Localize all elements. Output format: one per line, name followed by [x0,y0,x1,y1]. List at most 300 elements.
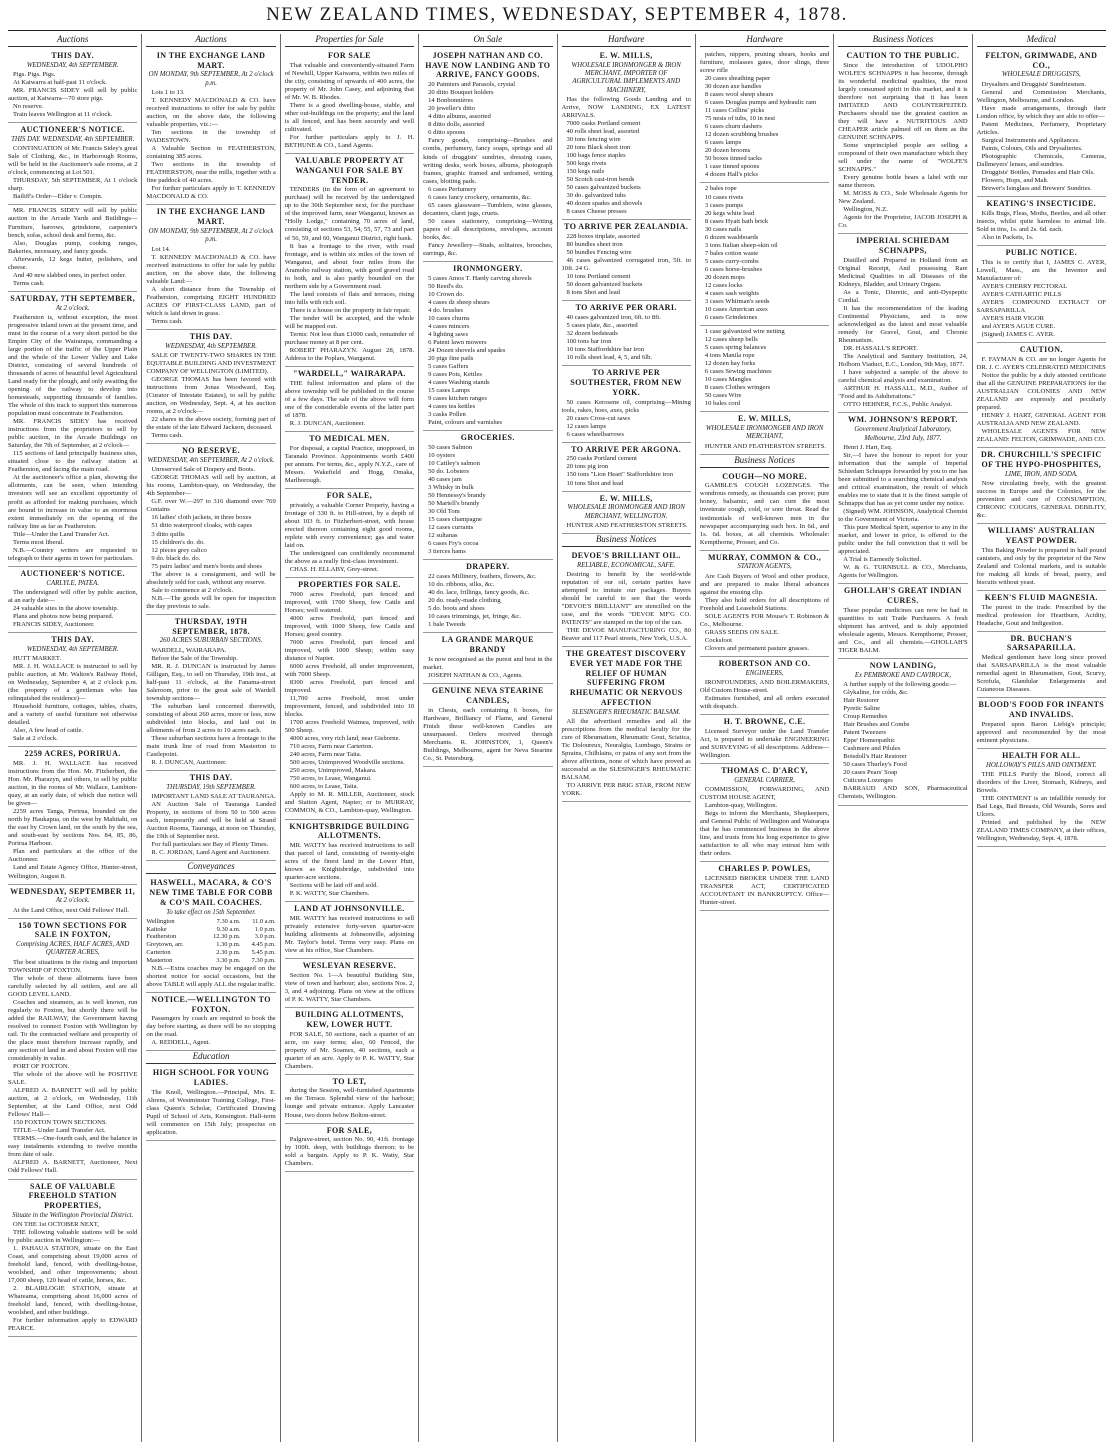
advertisement-text: Pyretic Saline [843,705,881,713]
advertisement-subheading: WHOLESALE IRONMONGER AND IRON MERCHANT, [705,425,824,441]
advertisement-subheading: SLESINGER'S RHEUMATIC BALSAM. [572,708,681,716]
advertisement-text: 8 tons Shot and lead [566,289,620,297]
advertisement-text: Are Cash Buyers of Wool and other produce, and are prepared to make liberal advances against the ensuing clip. [699,572,830,596]
advertisement-text: 10 Crown do. [428,290,465,298]
advertisement-text: Henri J. Hart, Esq. [843,443,893,451]
advertisement-heading: GHOLLAH'S GREAT INDIAN CURES. [844,586,962,606]
advertisement-text: At the Land Office, next Odd Fellows' Hall. [13,906,129,914]
advertisement [562,220,691,301]
advertisement-text: A short distance from the Township of Featherston, comprising EIGHT HUNDRED ACRES OF FIRST-CLASS LAND, part of which is laid down in grass. [146,285,276,317]
advertisement-heading: GENUINE NEVA STEARINE CANDLES, [431,686,544,705]
advertisement [8,919,137,1180]
advertisement-text: 12 dozen scrubbing brushes [704,131,779,139]
advertisement-text: 10 tons Shot and lead [566,479,624,487]
timetable-cell: 9.30 a.m. [216,925,241,933]
advertisement-text: Land and Estate Agency Office, Hunter-street, Wellington, August 8. [8,864,138,880]
advertisement-text: N.B.—The goods will be open for inspection the day previous to sale. [146,594,276,610]
advertisement [285,154,414,367]
timetable-row [146,926,275,934]
advertisement-text: MR. J. H. WALLACE has received instructions from the Hon. Mr. Fitzherbert, the Hon. Mr. Pharazyn, and others, to sell by public auction, in the rooms of Mr. Wallace, Lambton-quay, at an early date, of which due notice will be given— [8,760,138,808]
advertisement-heading: TO MEDICAL MEN. [309,433,390,443]
advertisement-text: 4 dozen Hall's picks [704,171,758,179]
timetable-cell: 11.0 a.m. [252,917,276,925]
advertisement-text: 115 sections of land principally business sites, situated close to the railway station at Featherston, and facing the main road. [8,450,138,474]
advertisement-text: 4 lighting saws [428,330,469,338]
advertisement-text: Wellington, N.Z. [843,206,888,214]
advertisement-heading: MURRAY, COMMON & CO., [707,552,822,562]
advertisement-text: P. K. WATTY, Star Chambers. [289,890,370,898]
advertisement-text: 6 Patent lawn mowers [428,338,487,346]
advertisement-text: COMMISSION, FORWARDING, AND CUSTOM HOUSE AGENT, [699,786,830,802]
column-3 [281,34,419,1442]
advertisement-text: 1 case tinned spoons [704,163,760,171]
advertisement-text: ALFRED A. BARNETT, Auctioneer, Next Odd Fellows' Hall. [8,1159,138,1175]
advertisement-heading: COUGH—NO MORE. [722,471,807,481]
advertisement-text: Is now recognised as the purest and best in the market. [423,655,553,671]
advertisement-text: Brewer's Isinglass and Brewers' Sundries. [981,185,1092,193]
column-4 [419,34,557,1442]
advertisement-heading: THE GREATEST DISCOVERY EVER YET MADE FOR THE RELIEF OF HUMAN SUFFERING FROM RHEUMATIC OR NERVOUS AFFECTION [566,649,687,707]
advertisement-subheading: ON MONDAY, 9th SEPTEMBER, At 2 o'clock p.m. [148,71,274,87]
advertisement-text: 3 cases pumps [704,201,743,209]
advertisement [146,330,275,444]
advertisement-text: 20 ditto Bouquet holders [428,89,494,97]
advertisement [562,647,691,802]
advertisement-text: The purest in the trade. Prescribed by the medical profession for Heartburn, Acidity, Headache, Gout and Indigestion. [976,603,1106,627]
advertisement [562,492,691,534]
advertisement [146,49,275,206]
advertisement-text: 20 cases Cross-cut saws [566,414,631,422]
timetable-subheading: To take effect on 15th September. [166,908,256,916]
advertisement-text: MR. FRANCIS SIDEY has received instructions from the proprietors to sell by public auction, in the Arcade Buildings on Saturday, the 7th of September, at 2 o'clock— [8,418,138,450]
advertisement-heading: ROBERTSON AND CO. [718,658,811,668]
advertisement-text: WHOLESALE AGENTS FOR NEW ZEALAND: FELTON, GRIMWADE, AND CO. [976,428,1106,444]
advertisement-text: HUTT MARKET. [13,654,62,662]
advertisement-text: 3 tons Italian sheep-skin oil [704,241,778,249]
advertisement-text: 10 oysters [428,452,456,460]
advertisement-text: For disposal, a capital Practice, unopposed, in Taranaki Province. Appointments worth £400 per annum. For terms, &c., apply N.Y.Z., care of Messrs. Wakefield and Hogg, Omaka, Marlborough. [284,444,415,484]
advertisement-text: G.F. over W.—297 to 316 diamond over 769 Contains [146,498,276,514]
advertisement [700,862,829,911]
advertisement-text: 10 tons Portland cement [566,273,631,281]
advertisement-text: 12 cases lamps [566,422,607,430]
advertisement-text: 4 cases dz sheep shears [428,298,490,306]
advertisement-heading: 150 TOWN SECTIONS FOR SALE IN FOXTON, [18,920,128,940]
advertisement-text: Photographic Chemicals, Cameras, Dallmeyers' lenses, and sundries. [976,153,1106,169]
timetable-cell: Wellington [146,917,175,925]
advertisement-text: Terms: Not less than £1000 cash, remainder of purchase money at 8 per cent. [284,330,415,346]
advertisement-text: M. MOSS & CO., Sole Wholesale Agents for New Zealand. [838,190,968,206]
advertisement-text: 8 cases Clothes wringers [704,384,771,392]
column-heading: Hardware [562,34,691,47]
advertisement-text: Prepared upon Baron Liebig's principle; approved and recommended by the most eminent physicians. [976,720,1106,744]
advertisement-text: 10 rolls sheet lead, 4, 5, and 6lb. [566,354,653,362]
advertisement-text: 1. PAHAUA STATION, situate on the East Coast, and comprising about 19,000 acres of freehold land, fenced, with dwelling-house, woolshed, and other improvements; about 17,000 sheep, 120 head of cattle, horses, &c. [8,1245,138,1285]
advertisement-text: 5 cases spring balances [704,344,767,352]
advertisement-text: 30 Old Tom [428,508,460,516]
advertisement-text: 8 cases Cheese presses [566,208,627,216]
advertisement [285,1075,414,1124]
advertisement-text: 7 bales cotton waste [704,249,759,257]
timetable-cell: 2.30 p.m. [216,949,241,957]
advertisement-heading: HEALTH FOR ALL. [1002,750,1081,760]
advertisement-text: 7000 acres Freehold, part fenced and improved, with 1700 Sheep, few Cattle and Horses; well watered. [284,590,415,614]
advertisement [423,560,552,633]
advertisement-text: 50 Martell's brandy [428,500,480,508]
advertisement-text: Bailiff's Order—Elder v. Compin. [13,193,103,201]
advertisement-text: R. J. DUNCAN, Auctioneer. [151,759,227,767]
advertisement-text: GEORGE THOMAS will sell by auction, at his rooms, Lambton-quay, on Wednesday, the 4th September— [146,474,276,498]
advertisement-text: The above is a consignment, and will be absolutely sold for cash, without any reserve. [146,570,276,586]
advertisement-text: Distilled and Prepared in Holland from an Original Receipt, And possessing Rare Medicinal Qualities in all Diseases of the Kidneys, Bladder, and Urinary Organs. [838,256,968,288]
advertisement-text: There is a good dwelling-house, stable, and other out-buildings on the property; and the land is all fenced, and has been securely and well cultivated. [284,101,415,133]
advertisement [700,326,829,412]
advertisement [838,49,967,234]
advertisement-text: Druggists' Bottles, Pomades and Hair Oils. [981,169,1095,177]
advertisement-text: A Trial is Earnestly Solicited. [843,556,922,564]
advertisement-text: MR. R. J. DUNCAN is instructed by James Gilligan, Esq., to sell on Thursday, 19th inst., at half-past 11 o'clock, at the Fanama-street Saleroom, prior to the great sale of Wardell township sections— [146,662,276,702]
advertisement [977,343,1106,448]
advertisement-heading: NO RESERVE. [182,446,241,456]
advertisement [423,431,552,560]
advertisement-text: 10 cases trimmings, jet, fringe, &c. [428,613,521,621]
advertisement-text: 6 cases Douglas pumps and hydraulic ram [704,99,817,107]
advertisement-heading: TO ARRIVE PER ZEALANDIA. [564,222,689,232]
advertisement-text: 5 do. boots and shoes [428,605,485,613]
advertisement-subheading: RELIABLE, ECONOMICAL, SAFE. [577,561,676,569]
advertisement-text: 8 cases wool sheep shears [704,91,774,99]
advertisement-heading: IRONMONGERY. [453,263,523,273]
advertisement-text: 50 Hennessy's brandy [428,492,486,500]
advertisement-text: T. KENNEDY MACDONALD & CO. have received instructions to offer for sale by public auction, on the above date, the following valuable properties, viz.:— [146,97,276,129]
advertisement-text: As a Tonic, Diuretic, and anti-Dyspeptic Cordial. [838,289,968,305]
advertisement-text: The land consists of flats and terraces, rising into hills with rich soil. [284,290,415,306]
advertisement-heading: E. W. MILLS, [599,493,653,503]
advertisement-text: 750 acres, to Lease, Wanganui. [289,775,372,783]
advertisement [285,902,414,959]
advertisement [8,49,137,123]
advertisement-heading: THIS DAY. [189,331,233,341]
advertisement-text: CHAS. H. ELLABY, Grey-street. [289,565,379,573]
advertisement-text: 4 cases tea kettles [428,403,476,411]
advertisement-heading: AUCTIONEER'S NOTICE. [20,125,125,135]
advertisement [838,584,967,659]
advertisement-text: Paints, Colours, Oils and Drysalteries. [981,145,1083,152]
advertisement-text: 7000 casks Portland cement [566,119,641,127]
advertisement-text: Paint, colours and varnishes [428,419,503,427]
advertisement-text: 50 cases Wire [704,392,742,400]
advertisement-text: AYER'S CATHARTIC PILLS [981,290,1062,298]
timetable-heading: HASWELL, MACARA, & CO'S NEW TIME TABLE FOR COBB & CO'S MAIL COACHES. [149,878,273,907]
advertisement-text: ON THE 1st OCTOBER NEXT, [13,1221,99,1229]
advertisement-text: Glykaline, for colds, &c. [843,689,909,697]
advertisement-text: Eppe' Homeopathic [843,737,896,745]
advertisement-text: Fancy Jewellery—Studs, solitaires, brooches, earrings, &c. [423,241,553,257]
advertisement-text: 2 bales rope [704,185,737,193]
advertisement [977,749,1106,847]
advertisement [423,633,552,684]
advertisement [146,444,275,615]
advertisement-text: Featherston is, without exception, the most progressive inland town at the present time, and must in the course of a very short period be the Empire City of the Wairarapa, commanding a large portion of the traffic of the Upper Plain and the whole of the Lower Valley and Lake District, consisting of several hundreds of thousands of acres of beautiful level Agricultural Land ready for the plough, and only awaiting the opening of the railway to develop into homesteads, supporting thousands of families. The whole of this track to support this numerous population must concentrate in Featherston. [8,313,138,418]
advertisement-text: Boisdoll's Hair Restorer [843,753,907,761]
advertisement-heading: FOR SALE, [326,1125,373,1135]
advertisement-text: MR. WATTY has received instructions to sell privately extensive forty-seven quarter-acre building allotments at Johnsonville, adjoining Mr. Taylor's hotel. Terms very easy. Plans on view at his office, Star Chambers. [284,914,415,955]
advertisement [562,366,691,442]
advertisement-text: 240 acres, Farm near Taita. [289,751,362,759]
advertisement-text: 500 acres, Unimproved Woodville sections. [289,759,405,767]
advertisement-text: Coaches and steamers, as is well known, run regularly to Foxton, but shortly there will be added the RAILWAY, the Government having resolved to connect Foxton with Wellington by rail. To the contracted welfare and prosperity of the place must therefore increase rapidly, and any section of land in and about Foxton will rise considerably in value. [8,998,138,1063]
advertisement-text: Has the following Goods Landing and to Arrive, NOW LANDING, EX LATEST ARRIVALS. [561,95,691,119]
advertisement-text: The best situations in the rising and important TOWNSHIP OF FOXTON. [8,958,138,974]
advertisement-text: 30 dozen axe handles [704,83,762,91]
advertisement-text: Sale at 2 o'clock. [13,735,58,743]
advertisement-text: It has a frontage to the river, with road frontage, and is within six miles of the town of Wanganui, and about four miles from the Aramoho railway station, with good gravel road to both, and is also partly bounded on the northern side by a Government road. [284,242,415,290]
advertisement [977,197,1106,246]
advertisement-text: 16 ladies' cloth jackets, in three boxes [151,514,252,522]
advertisement-text: 6 cases churn dashers [704,123,762,131]
advertisement-text: 24 valuable sites in the above township. [13,604,119,612]
advertisement-text: FRANCIS SIDEY, Auctioneer. [13,620,95,628]
advertisement-text: This is to certify that I, JAMES C. AYER, Lowell, Mass., am the Inventor and Manufacturer of: [976,258,1106,282]
advertisement-text: 10 bales cord [704,400,741,408]
advertisement-text: 50 cases stationery, comprising—Writing papers of all descriptions, envelopes, account books, &c. [423,217,553,241]
advertisement-text: privately, a valuable Corner Property, having a frontage of 330 ft. to Hill-street, by a depth of about 103 ft. to Fitzherbert-street, with house erected thereon containing eight good rooms, replete with every convenience; gas and water laid on. [284,501,415,549]
advertisement-subheading: WEDNESDAY, 4th SEPTEMBER, At 2 o'clock. [147,456,275,464]
advertisement-heading: THOMAS C. D'ARCY, [721,766,808,775]
advertisement-text: 6 cases lamps [704,139,742,147]
advertisement-text: N.B.—Country writers are requested to telegraph to their agents in town for particulars. [8,546,138,562]
column-8 [973,34,1110,1442]
timetable-cell: 3.30 p.m. [216,956,241,964]
advertisement-text: Since the introduction of UDOLPHO WOLFE'S SCHNAPPS it has become, through its wonderful medicinal qualities, the most largely consumed spirit in this market, and it is therefore not surprising that it has been IMITATED AND COUNTERFEITED. Purchasers should use the greatest caution as they will have a NUTRITIOUS AND CHEAPER article palmed off on them as the GENUINE SCHNAPPS. [838,61,968,141]
advertisement-text: 100 bags fence staples [566,152,626,160]
advertisement-text: 4 do. brushes [428,306,464,314]
advertisement-text: 4 cases sash weights [704,289,759,297]
advertisement [423,49,552,262]
advertisement-text: 6 ditto spoons [428,129,466,137]
advertisement-heading: CHARLES P. POWLES, [718,864,811,874]
advertisement [285,820,414,903]
advertisement-text: in Chests, each containing 6 boxes, for Hardware, Brilliancy of Flame, and General Finish these well-known Candles are unsurpassed. Orders received through Merchants. R. JOHNSTON, 1, Queen's Buildings, Melbourne, agent for Neva Stearine Co., St. Petersburg. [423,706,553,762]
advertisement-text: 10 cases churns [428,314,470,322]
advertisement-heading: 2259 ACRES, PORIRUA. [24,749,121,759]
advertisement-text: 50 bundles Fencing wire [566,249,632,257]
advertisement-text: PORT OF FOXTON. [13,1063,70,1071]
advertisement-subheading: WEDNESDAY, 4th SEPTEMBER. [26,61,119,69]
advertisement [285,1124,414,1173]
advertisement-text: Have made arrangements, through their London office, by which they are able to offer— [976,104,1106,120]
advertisement-text: A Valuable Section in FEATHERSTON, containing 385 acres. [146,145,276,161]
advertisement-text: 150 tons "Lion Heart" Staffordshire iron [566,471,674,479]
advertisement-text: 6 cases fancy crockery, ornaments, &c. [428,193,532,201]
section-heading-business-notices: Business Notices [562,534,691,547]
advertisement-text: Lots 1 to 13. [151,89,185,97]
column-heading: On Sale [423,34,552,47]
timetable-cell: Kaitoke [146,925,167,933]
advertisement-text: 1 bale Tweeds [428,621,466,629]
advertisement-text: 2259 acres Tanga, Porirua, bounded on the north by Haukapua, on the west by Mahitahi, on the east by Crown land, on the south by the sea, and south-east by sections Nos. 84, 85, 86, Porirua Harbour. [8,808,138,848]
advertisement-text: 10 Cattley's salmon [428,460,480,468]
advertisement-text: Passengers by coach are required to book the day before starting, as there will be no stopping on the road. [146,1015,276,1039]
advertisement-text: Terms most liberal. [13,538,64,546]
advertisement-heading: FOR SALE, [326,490,373,500]
advertisement-heading: WEDNESDAY, SEPTEMBER 11, [10,886,136,896]
advertisement-text: 20 tons pig iron [566,463,609,471]
advertisement-text: Notice the public by a duly attested certificate that all the GENUINE PREPARATIONS for the AUSTRALIAN COLONIES AND NEW ZEALAND are expressly and peculiarly prepared. [976,371,1106,412]
advertisement-heading: HIGH SCHOOL FOR YOUNG LADIES. [152,1068,270,1088]
advertisement-text: 50 Reed's do. [428,282,464,290]
timetable-row [146,918,275,926]
advertisement [977,246,1106,343]
advertisement-text: 65 cases glassware—Tumblers, wine glasses, decanters, claret jugs, cruets. [423,201,553,217]
newspaper-title: NEW ZEALAND TIMES, WEDNESDAY, SEPTEMBER 4, 1878. [266,4,848,25]
advertisement [8,1180,137,1338]
advertisement-text: 30 tons fencing wire [566,136,621,143]
advertisement-text: R. C. JORDAN, Land Agent and Auctioneer. [151,849,271,857]
advertisement-text: TO ARRIVE PER BRIG STAR, FROM NEW YORK. [561,782,691,798]
advertisement [700,657,829,715]
advertisement-text: AYER'S HAIR VIGOR [981,315,1044,323]
advertisement-subheading: ENGINEERS, [745,669,784,677]
advertisement-text: They also hold orders for all descriptions of Freehold and Leasehold Stations. [699,596,830,612]
column-6 [696,34,834,1442]
column-heading: Hardware [700,34,829,47]
advertisement-text: 4 ditto albums, assorted [428,113,491,121]
advertisement-text: GAMBLE'S COUGH LOZENGES. The wondrous remedy, as thousands can prove; pure honey, balsamic, and can cure the most inveterate cough, cold, or sore throat. Read the testimonials of well-known men in the newspaper accompanying each box. In 6d., and 1s. 6d. boxes, at all chemists. Wholesale: Kempthorne, Prosser, and Co. [699,482,830,546]
advertisement-text: 8 cases Hyatt bath brick [704,217,769,225]
advertisement-text: 50 cases galvanized buckets [566,184,641,192]
advertisement-subheading: THURSDAY, 19th SEPTEMBER. [166,783,256,791]
column-heading: Properties for Sale [285,34,414,47]
advertisement-text: 75 pairs ladies' and men's boots and shoes [151,562,262,570]
advertisement-text: Patent Tweezers [843,729,887,737]
advertisement-text: 8300 acres Freehold, part fenced and improved. [284,678,415,694]
advertisement-text: Also, A few head of cattle. [13,727,84,735]
advertisement-text: 3 cases Whitman's seeds [704,297,770,305]
advertisement-heading: SATURDAY, 7TH SEPTEMBER, [10,293,136,303]
advertisement [285,1008,414,1075]
advertisement-text: The Knoll, Wellington.—Principal, Mrs. E. Ahrens, of Westminster Training College, First-class Queen's Scholar, Certificated Drawing Pupil of School of Arts, Kensington. Half-term will commence on 15th July; prospectus on application. [146,1088,276,1137]
advertisement-text: 500 kegs rivets [566,160,607,168]
advertisement-text: 30 do. galvanized tubs [566,192,626,200]
advertisement-heading: NOTICE.—WELLINGTON TO FOXTON. [151,994,271,1014]
advertisement-text: THURSDAY, 5th SEPTEMBER, At 1 o'clock sharp. [8,177,138,193]
advertisement-text: Apply to M. R. MILLER, Auctioneer, stock and Station Agent, Napier; or to MURRAY, COMMON, & CO., Lambton-quay, Wellington. [284,791,415,815]
advertisement [423,262,552,431]
advertisement-heading: BUILDING ALLOTMENTS, KEW, LOWER HUTT. [295,1010,404,1029]
timetable-cell: 1.30 p.m. [216,941,241,949]
advertisement-heading: SALE OF VALUABLE FREEHOLD STATION PROPERTIES, [28,1181,117,1210]
advertisement-text: These suburban sections have a frontage to the main trunk line of road from Masterton to Castlepoint. [146,734,276,758]
advertisement-heading: BLOOD'S FOOD FOR INFANTS AND INVALIDS. [978,700,1105,720]
advertisement-heading: THIS DAY. [189,773,233,783]
advertisement-heading: TO ARRIVE PER ARGONA. [571,444,682,454]
advertisement-text: Cuticura Lozenges [843,777,893,785]
advertisement [562,443,691,492]
advertisement-text: A. REDDELL, Agent. [151,1039,211,1047]
advertisement-text: THE PILLS Purify the Blood, correct all disorders of the Liver, Stomach, Kidneys, and Bowels. [976,770,1106,794]
advertisement [700,764,829,862]
timetable-cell: 3.0 p.m. [254,933,276,941]
advertisement-text: 10 cases Mangles [704,376,752,384]
advertisement-text: 1700 acres Freehold Waimea, improved, with 500 Sheep. [284,719,415,735]
timetable-cell: 4.45 p.m. [251,941,276,949]
advertisement-text: THE following valuable stations will be sold by public auction in Wellington:— [8,1229,138,1245]
advertisement [977,591,1106,632]
advertisement-text: 6 cases Fry's cocoa [428,540,479,548]
advertisement-text: HUNTER AND FEATHERSTON STREETS. [566,521,688,529]
advertisement-text: 6 cases Sewing machines [704,368,772,376]
advertisement-heading: LA GRANDE MARQUE BRANDY [441,635,534,655]
advertisement-text: Terms cash. [151,432,183,440]
advertisement-heading: "WARDELL," WAIRARAPA. [293,369,406,378]
advertisement-text: 11,700 acres Freehold, most under improvement, fenced, and subdivided into 10 blocks. [284,695,415,719]
advertisement [977,448,1106,524]
advertisement-text: 1 case galvanized wire netting [704,328,785,335]
advertisement-text: 6 cases horse-brushes [704,265,763,273]
advertisement-text: 51 ditto waterproof cloaks, with capes [151,522,253,530]
advertisement-text: 50 dozen galvanized buckets [566,281,643,289]
advertisement [8,205,137,291]
section-heading-education: Education [146,1051,275,1064]
advertisement-text: R. J. DUNCAN, Auctioneer. [289,419,366,427]
advertisement-text: 10 do. ribbons, silks, &c. [428,581,495,589]
advertisement [285,367,414,432]
advertisement-text: ALFRED A. BARNETT will sell by public auction, at 2 o'clock, on Wednesday, 11th September, at the Land Office, next Odd Fellows' Hall— [8,1087,138,1119]
column-heading: Business Notices [838,34,967,47]
advertisement-text: 50 cases Thurley's Food [843,761,907,769]
timetable-row [146,949,275,957]
advertisement-text: 32 dozen bedsteads [566,330,618,338]
advertisement-text: 14 Bonbonnières [428,97,473,105]
advertisement-text: Estimates furnished, and all orders executed with despatch. [699,695,830,711]
masthead [8,0,1106,31]
timetable-cell: Carterton [146,949,171,957]
advertisement-heading: IN THE EXCHANGE LAND MART. [156,207,266,227]
advertisement-text: For further particulars apply to T. KENNEDY MACDONALD & CO. [146,185,276,201]
advertisement-subheading: LIME, IRON, AND SODA. [1004,470,1078,478]
advertisement-text: 5 cases plate, &c., assorted [566,322,638,330]
advertisement [8,292,137,567]
advertisement-subheading: Comprising ACRES, HALF ACRES, AND QUARTER ACRES, [16,941,130,957]
advertisement-subheading: STATION AGENTS, [737,563,792,571]
advertisement-text: 7000 acres Freehold, part fenced and improved, with 1000 Sheep; within easy distance of Napier. [284,638,415,662]
advertisement-text: 20 dozen mops [704,273,745,281]
advertisement-text: And 40 new slabbed ones, in perfect order. [13,271,126,279]
advertisement-text: FOR SALE, 50 sections, each a quarter of an acre, on easy terms; also, 60 Fenced, the property of Mr. Soames, 40 sections, each a quarter of an acre. Apply to P. K. WATTY, Star Chambers. [284,1030,415,1070]
advertisement-text: 20 dozen brooms [704,147,751,155]
advertisement-heading: WILLIAMS' AUSTRALIAN YEAST POWDER. [987,526,1095,545]
advertisement [700,715,829,764]
advertisement-text: 30 cases nails [704,225,742,233]
advertisement-text: SOLE AGENTS FOR Mouse's T. Robinson & Co., Melbourne. [699,612,830,628]
column-2 [142,34,280,1442]
advertisement-text: 50 boxes tinned tacks [704,155,762,163]
advertisement-text: 50 cases Salmon [428,444,473,451]
advertisement [285,432,414,489]
advertisement-heading: THURSDAY, 19TH SEPTEMBER, 1878. [172,616,250,636]
advertisement-text: Flowers, Hops, and Malt. [981,177,1049,185]
advertisement [977,524,1106,591]
advertisement-text: Begs to inform the Merchants, Shopkeepers, and General Public of Wellington and Wairarapa that he has commenced business in the above line, and trusts from his long experience to give satisfaction to all who may entrust him with their orders. [699,810,830,858]
advertisement-text: For further information apply to EDWARD PEARCE. [8,1317,138,1333]
advertisement-heading: TO LET, [332,1076,367,1086]
advertisement-text: Medical gentlemen have long since proved that SARSAPARILLA is the most valuable remedial agent in Rheumatism, Gout, Scurvy, Scrofula, Glandular Enlargements and Cutaneous Diseases. [976,654,1106,694]
advertisement-text: Also, Douglas pump, cooking ranges, Bakeries, necessary, and fancy goods. [8,239,138,255]
advertisement [8,885,137,919]
advertisement-text: 50 do. Lobsters [428,468,469,476]
advertisement-text: 12 pieces grey calico [151,546,207,554]
